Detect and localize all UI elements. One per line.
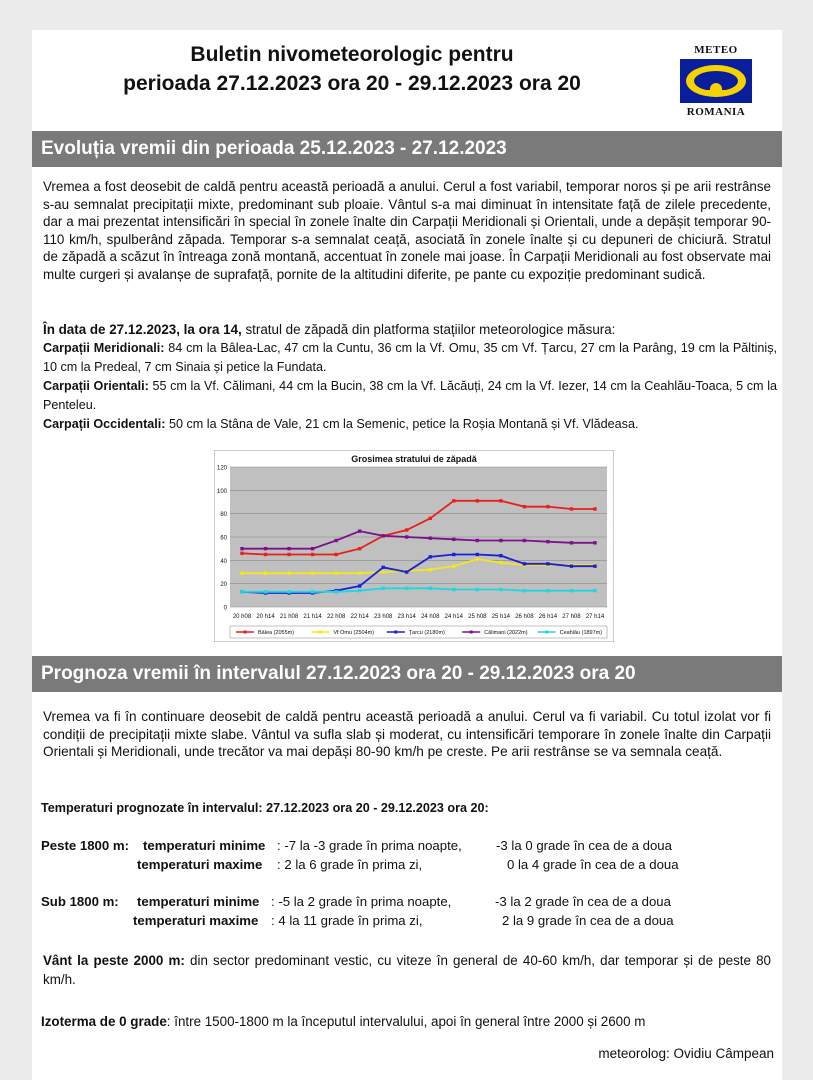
y-tick-label: 60 — [220, 535, 227, 542]
wind-text: din sector predominant vestic, cu viteze în general de 40-60 km/h, dar temporar și de peste 80 km/h. — [43, 953, 771, 987]
temps-below-1800 — [41, 892, 776, 930]
sub-min-a: : -5 la 2 grade în prima noapte, — [271, 894, 452, 909]
legend-marker — [545, 631, 548, 634]
peste-max-b: 0 la 4 grade în cea de a doua — [507, 857, 679, 872]
data-point — [499, 499, 502, 502]
data-point — [499, 539, 502, 542]
x-tick-label: 24 h08 — [421, 614, 440, 620]
data-point — [499, 554, 502, 557]
data-point — [476, 499, 479, 502]
data-point — [405, 528, 408, 531]
data-point — [523, 589, 526, 592]
x-tick-label: 26 h14 — [538, 614, 558, 620]
x-tick-label: 21 h14 — [303, 614, 322, 620]
data-point — [476, 557, 479, 560]
occidentali-label: Carpații Occidentali: — [43, 417, 166, 431]
occidentali-text: 50 cm la Stâna de Vale, 21 cm la Semenic, petice la Roșia Montană și Vf. Vlădeasa. — [165, 417, 639, 431]
data-point — [240, 571, 243, 574]
peste-min-label: temperaturi minime — [143, 838, 266, 853]
meteo-romania-logo — [678, 44, 754, 124]
isotherm-label: Izoterma de 0 grade — [41, 1014, 167, 1029]
temps-heading: Temperaturi prognozate în intervalul: 27.12.2023 ora 20 - 29.12.2023 ora 20: — [41, 801, 489, 815]
forecast-paragraph: Vremea va fi în continuare deosebit de caldă pentru această perioadă a anului. Cerul va fi variabil. Cu totul izolat vor fi condiții de precipitații mixte slabe. Vântul va sufla slab și moderat, cu intensificări temporare în zonele înalte din Carpații Orientali și Meridionali, unde trecător va mai depăși 80-90 km/h pe creste. Pe arii restrânse se va semnala ceață. — [43, 709, 771, 759]
legend-marker — [470, 631, 473, 634]
isotherm-text: : între 1500-1800 m la începutul intervalului, apoi în general între 2000 și 2600 m — [166, 1014, 646, 1029]
data-point — [311, 590, 314, 593]
data-point — [570, 564, 573, 567]
orientali-text: 55 cm la Vf. Călimani, 44 cm la Bucin, 38 cm la Vf. Lăcăuți, 24 cm la Vf. Iezer, 14 cm la Ceahlău-Toaca, 5 cm la Penteleu. — [43, 379, 777, 412]
peste-min-a: : -7 la -3 grade în prima noapte, — [277, 838, 462, 853]
sub-min-b: -3 la 2 grade în cea de a doua — [495, 894, 671, 909]
sub-max-label: temperaturi maxime — [133, 913, 259, 928]
data-point — [546, 540, 549, 543]
wind-label: Vânt la peste 2000 m: — [43, 953, 185, 968]
y-tick-label: 100 — [216, 488, 227, 495]
legend-label: Vf Omu (2504m) — [333, 630, 375, 636]
data-point — [264, 553, 267, 556]
sub-max-b: 2 la 9 grade în cea de a doua — [502, 913, 674, 928]
temps-below-min-row — [41, 892, 776, 911]
data-point — [452, 499, 455, 502]
data-point — [311, 553, 314, 556]
data-point — [382, 534, 385, 537]
bulletin-page — [32, 30, 782, 1080]
snow-occidentali — [43, 415, 777, 434]
data-point — [523, 505, 526, 508]
x-tick-label: 23 h08 — [374, 614, 393, 620]
data-point — [452, 588, 455, 591]
data-point — [593, 589, 596, 592]
bulletin-title — [32, 40, 672, 98]
y-tick-label: 40 — [220, 558, 227, 565]
data-point — [429, 587, 432, 590]
legend-marker — [319, 631, 322, 634]
data-point — [476, 588, 479, 591]
data-point — [405, 587, 408, 590]
sub-min-label: temperaturi minime — [137, 894, 260, 909]
data-point — [546, 505, 549, 508]
legend-label: Țarcu (2180m) — [408, 630, 445, 636]
x-tick-label: 25 h08 — [468, 614, 487, 620]
y-tick-label: 120 — [216, 465, 227, 472]
peste-label: Peste 1800 m: — [41, 838, 129, 853]
x-tick-label: 22 h08 — [326, 614, 346, 620]
snow-meridionali — [43, 339, 777, 377]
data-point — [593, 541, 596, 544]
logo-text-top: METEO — [694, 44, 738, 56]
data-point — [287, 553, 290, 556]
data-point — [452, 553, 455, 556]
data-point — [240, 590, 243, 593]
x-tick-label: 20 h08 — [232, 614, 252, 620]
data-point — [358, 529, 361, 532]
data-point — [287, 571, 290, 574]
data-point — [358, 547, 361, 550]
x-tick-label: 27 h08 — [562, 614, 581, 620]
data-point — [287, 547, 290, 550]
y-tick-label: 0 — [223, 605, 227, 612]
data-point — [499, 588, 502, 591]
data-point — [452, 564, 455, 567]
snow-depth-chart — [214, 450, 614, 647]
temps-above-min-row — [41, 836, 776, 855]
chart-title: Grosimea stratului de zăpadă — [351, 454, 477, 464]
data-point — [311, 547, 314, 550]
x-tick-label: 20 h14 — [256, 614, 275, 620]
section-forecast-heading: Prognoza vremii în intervalul 27.12.2023 ora 20 - 29.12.2023 ora 20 — [32, 656, 782, 692]
data-point — [405, 535, 408, 538]
data-point — [523, 539, 526, 542]
snow-measurements — [43, 320, 777, 434]
x-tick-label: 23 h14 — [397, 614, 416, 620]
snow-intro-rest: stratul de zăpadă din platforma stațiilor meteorologice măsura: — [241, 322, 616, 337]
section-evolution-heading: Evoluția vremii din perioada 25.12.2023 - 27.12.2023 — [32, 131, 782, 167]
data-point — [476, 553, 479, 556]
sub-label: Sub 1800 m: — [41, 894, 119, 909]
data-point — [358, 589, 361, 592]
data-point — [240, 552, 243, 555]
data-point — [287, 590, 290, 593]
data-point — [334, 590, 337, 593]
snow-intro-bold: În data de 27.12.2023, la ora 14, — [43, 322, 242, 337]
snow-intro — [43, 320, 777, 339]
temps-above-1800 — [41, 836, 776, 874]
data-point — [382, 570, 385, 573]
wind-forecast — [43, 951, 771, 989]
title-line-1: Buletin nivometeorologic pentru — [190, 43, 514, 66]
data-point — [546, 562, 549, 565]
y-tick-label: 80 — [220, 512, 227, 519]
y-tick-label: 20 — [220, 582, 227, 589]
data-point — [593, 507, 596, 510]
data-point — [570, 541, 573, 544]
logo-text-bottom: ROMANIA — [686, 106, 746, 118]
data-point — [405, 570, 408, 573]
meteo-romania-logo-icon — [680, 59, 752, 103]
peste-max-a: : 2 la 6 grade în prima zi, — [277, 857, 423, 872]
data-point — [429, 517, 432, 520]
data-point — [452, 538, 455, 541]
data-point — [334, 553, 337, 556]
data-point — [382, 566, 385, 569]
data-point — [240, 547, 243, 550]
meridionali-label: Carpații Meridionali: — [43, 341, 165, 355]
data-point — [546, 589, 549, 592]
legend-marker — [244, 631, 247, 634]
snow-orientali — [43, 377, 777, 415]
legend-label: Ceahlău (1897m) — [559, 630, 603, 636]
x-tick-label: 21 h08 — [279, 614, 299, 620]
data-point — [523, 562, 526, 565]
snow-depth-chart-svg — [214, 450, 614, 642]
data-point — [429, 536, 432, 539]
data-point — [334, 539, 337, 542]
data-point — [429, 568, 432, 571]
data-point — [593, 564, 596, 567]
x-tick-label: 27 h14 — [585, 614, 605, 620]
data-point — [311, 571, 314, 574]
legend-label: Bâlea (2055m) — [258, 630, 295, 636]
data-point — [382, 587, 385, 590]
evolution-paragraph: Vremea a fost deosebit de caldă pentru această perioadă a anului. Cerul a fost variabil, temporar noros și pe arii restrânse s-au semnalat precipitații mixte, predominant sub ploaie. Vântul s-a mai diminuat în intensitate față de zilele precedente, dar a mai prezentat intensificări în special în zonele înalte din Carpații Meridionali și Orientali, unde a depășit temporar 90-110 km/h, spulberând zăpada. Temporar s-a semnalat ceață, asociată în zonele înalte și cu depuneri de chiciură. Stratul de zăpadă a scăzut în întreaga zonă montană, accentuat în zonele mai joase. În Carpații Meridionali au fost observate mai multe curgeri și avalanșe de suprafață, pornite de la altitudini diferite, pe pante cu expoziție predominant sudică. — [43, 179, 771, 282]
data-point — [358, 584, 361, 587]
peste-min-b: -3 la 0 grade în cea de a doua — [496, 838, 672, 853]
data-point — [358, 571, 361, 574]
x-tick-label: 24 h14 — [444, 614, 463, 620]
meridionali-text: 84 cm la Bâlea-Lac, 47 cm la Cuntu, 36 cm la Vf. Omu, 35 cm Vf. Țarcu, 27 cm la Parâng, 19 cm la Păltiniș, 10 cm la Predeal, 7 cm Sinaia și petice la Fundata. — [43, 341, 777, 374]
isotherm-forecast — [41, 1014, 645, 1029]
legend-marker — [394, 631, 397, 634]
x-tick-label: 25 h14 — [491, 614, 511, 620]
x-tick-label: 26 h08 — [515, 614, 534, 620]
data-point — [264, 590, 267, 593]
data-point — [499, 561, 502, 564]
temps-below-max-row — [41, 911, 776, 930]
data-point — [264, 571, 267, 574]
data-point — [476, 539, 479, 542]
data-point — [264, 547, 267, 550]
signature: meteorolog: Ovidiu Câmpean — [598, 1046, 774, 1061]
data-point — [429, 555, 432, 558]
legend-label: Călimani (2022m) — [484, 630, 528, 636]
temps-above-max-row — [41, 855, 776, 874]
peste-max-label: temperaturi maxime — [137, 857, 263, 872]
data-point — [570, 589, 573, 592]
sub-max-a: : 4 la 11 grade în prima zi, — [271, 913, 423, 928]
x-tick-label: 22 h14 — [350, 614, 369, 620]
title-line-2: perioada 27.12.2023 ora 20 - 29.12.2023 ora 20 — [123, 72, 581, 95]
data-point — [570, 507, 573, 510]
data-point — [334, 571, 337, 574]
orientali-label: Carpații Orientali: — [43, 379, 149, 393]
